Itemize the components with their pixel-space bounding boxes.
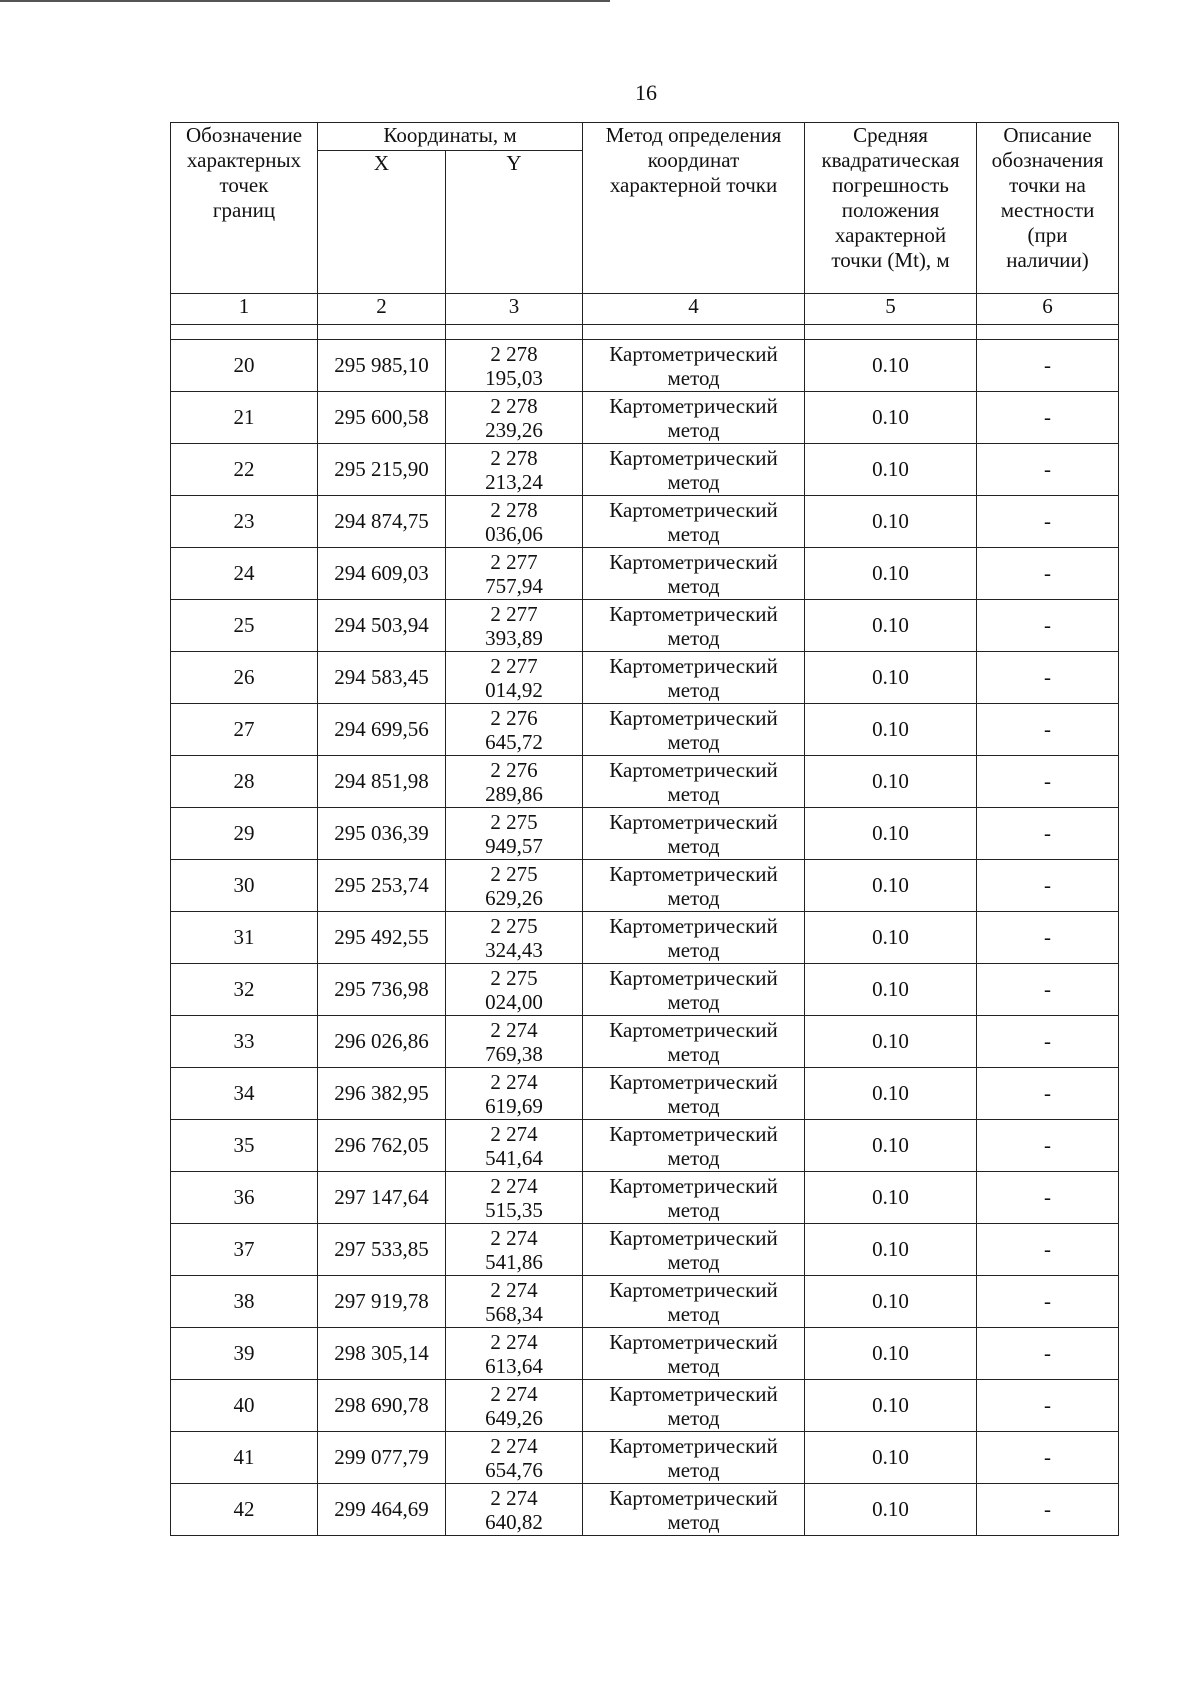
x-coordinate: 297 533,85: [318, 1224, 446, 1276]
table-row: [171, 1432, 1119, 1484]
point-id: 27: [171, 704, 318, 756]
error-value: 0.10: [805, 392, 977, 444]
description-cell: -: [977, 1380, 1119, 1432]
x-coordinate: 295 492,55: [318, 912, 446, 964]
description-cell: -: [977, 1172, 1119, 1224]
y-coordinate: 2 276 645,72: [446, 704, 583, 756]
table-row: [171, 912, 1119, 964]
table-row: [171, 548, 1119, 600]
x-coordinate: 298 305,14: [318, 1328, 446, 1380]
table-row: [171, 1484, 1119, 1536]
point-id: 42: [171, 1484, 318, 1536]
column-number: 3: [446, 294, 583, 325]
y-coordinate: 2 274 769,38: [446, 1016, 583, 1068]
y-coordinate: 2 278 036,06: [446, 496, 583, 548]
method-cell: Картометрический метод: [583, 548, 805, 600]
x-coordinate: 297 919,78: [318, 1276, 446, 1328]
point-id: 30: [171, 860, 318, 912]
description-cell: -: [977, 1224, 1119, 1276]
y-coordinate: 2 276 289,86: [446, 756, 583, 808]
point-id: 25: [171, 600, 318, 652]
column-number: 5: [805, 294, 977, 325]
error-value: 0.10: [805, 964, 977, 1016]
error-value: 0.10: [805, 912, 977, 964]
point-id: 33: [171, 1016, 318, 1068]
x-coordinate: 294 503,94: [318, 600, 446, 652]
method-cell: Картометрический метод: [583, 600, 805, 652]
column-number: 2: [318, 294, 446, 325]
description-cell: -: [977, 1276, 1119, 1328]
description-cell: -: [977, 1016, 1119, 1068]
y-coordinate: 2 277 393,89: [446, 600, 583, 652]
x-coordinate: 295 736,98: [318, 964, 446, 1016]
column-number: 6: [977, 294, 1119, 325]
method-cell: Картометрический метод: [583, 860, 805, 912]
point-id: 20: [171, 340, 318, 392]
description-cell: -: [977, 1328, 1119, 1380]
method-cell: Картометрический метод: [583, 1120, 805, 1172]
y-coordinate: 2 277 757,94: [446, 548, 583, 600]
y-coordinate: 2 274 613,64: [446, 1328, 583, 1380]
y-coordinate: 2 278 213,24: [446, 444, 583, 496]
x-coordinate: 295 600,58: [318, 392, 446, 444]
x-coordinate: 294 583,45: [318, 652, 446, 704]
page-number: 16: [635, 80, 657, 105]
description-cell: -: [977, 444, 1119, 496]
error-value: 0.10: [805, 652, 977, 704]
method-cell: Картометрический метод: [583, 1068, 805, 1120]
y-coordinate: 2 278 239,26: [446, 392, 583, 444]
method-cell: Картометрический метод: [583, 1328, 805, 1380]
description-cell: -: [977, 548, 1119, 600]
error-value: 0.10: [805, 600, 977, 652]
error-value: 0.10: [805, 1120, 977, 1172]
error-value: 0.10: [805, 756, 977, 808]
point-id: 29: [171, 808, 318, 860]
y-coordinate: 2 275 024,00: [446, 964, 583, 1016]
point-id: 34: [171, 1068, 318, 1120]
method-cell: Картометрический метод: [583, 1484, 805, 1536]
description-cell: -: [977, 652, 1119, 704]
point-id: 41: [171, 1432, 318, 1484]
method-cell: Картометрический метод: [583, 340, 805, 392]
error-value: 0.10: [805, 860, 977, 912]
method-cell: Картометрический метод: [583, 444, 805, 496]
description-cell: -: [977, 860, 1119, 912]
table-row: [171, 392, 1119, 444]
table-row: [171, 1016, 1119, 1068]
spacer-row: [171, 325, 1119, 340]
error-value: 0.10: [805, 1224, 977, 1276]
x-coordinate: 294 609,03: [318, 548, 446, 600]
y-coordinate: 2 277 014,92: [446, 652, 583, 704]
method-cell: Картометрический метод: [583, 1380, 805, 1432]
table-row: [171, 1172, 1119, 1224]
description-cell: -: [977, 1120, 1119, 1172]
x-coordinate: 295 036,39: [318, 808, 446, 860]
column-number-row: [171, 294, 1119, 325]
point-id: 21: [171, 392, 318, 444]
y-coordinate: 2 275 324,43: [446, 912, 583, 964]
header-x: X: [318, 151, 446, 294]
y-coordinate: 2 278 195,03: [446, 340, 583, 392]
x-coordinate: 294 874,75: [318, 496, 446, 548]
description-cell: -: [977, 808, 1119, 860]
point-id: 24: [171, 548, 318, 600]
x-coordinate: 296 026,86: [318, 1016, 446, 1068]
y-coordinate: 2 275 949,57: [446, 808, 583, 860]
y-coordinate: 2 275 629,26: [446, 860, 583, 912]
table-row: [171, 1328, 1119, 1380]
x-coordinate: 299 464,69: [318, 1484, 446, 1536]
point-id: 38: [171, 1276, 318, 1328]
x-coordinate: 296 382,95: [318, 1068, 446, 1120]
error-value: 0.10: [805, 704, 977, 756]
description-cell: -: [977, 756, 1119, 808]
table-row: [171, 808, 1119, 860]
x-coordinate: 297 147,64: [318, 1172, 446, 1224]
error-value: 0.10: [805, 1432, 977, 1484]
error-value: 0.10: [805, 496, 977, 548]
y-coordinate: 2 274 541,64: [446, 1120, 583, 1172]
method-cell: Картометрический метод: [583, 496, 805, 548]
error-value: 0.10: [805, 444, 977, 496]
description-cell: -: [977, 912, 1119, 964]
header-row: [171, 123, 1119, 151]
table-body: [171, 340, 1119, 1536]
method-cell: Картометрический метод: [583, 652, 805, 704]
point-id: 26: [171, 652, 318, 704]
method-cell: Картометрический метод: [583, 756, 805, 808]
x-coordinate: 295 253,74: [318, 860, 446, 912]
header-designation: Обозначение характерных точек границ: [171, 123, 318, 294]
description-cell: -: [977, 704, 1119, 756]
method-cell: Картометрический метод: [583, 1016, 805, 1068]
table-row: [171, 704, 1119, 756]
point-id: 23: [171, 496, 318, 548]
point-id: 35: [171, 1120, 318, 1172]
y-coordinate: 2 274 649,26: [446, 1380, 583, 1432]
y-coordinate: 2 274 619,69: [446, 1068, 583, 1120]
method-cell: Картометрический метод: [583, 1432, 805, 1484]
method-cell: Картометрический метод: [583, 392, 805, 444]
table-row: [171, 1120, 1119, 1172]
description-cell: -: [977, 392, 1119, 444]
x-coordinate: 294 699,56: [318, 704, 446, 756]
error-value: 0.10: [805, 1016, 977, 1068]
x-coordinate: 299 077,79: [318, 1432, 446, 1484]
table-row: [171, 444, 1119, 496]
y-coordinate: 2 274 568,34: [446, 1276, 583, 1328]
point-id: 22: [171, 444, 318, 496]
description-cell: -: [977, 964, 1119, 1016]
error-value: 0.10: [805, 1484, 977, 1536]
y-coordinate: 2 274 541,86: [446, 1224, 583, 1276]
table-row: [171, 1068, 1119, 1120]
error-value: 0.10: [805, 548, 977, 600]
method-cell: Картометрический метод: [583, 1172, 805, 1224]
error-value: 0.10: [805, 1172, 977, 1224]
table-row: [171, 1276, 1119, 1328]
method-cell: Картометрический метод: [583, 1276, 805, 1328]
error-value: 0.10: [805, 1068, 977, 1120]
table-row: [171, 340, 1119, 392]
column-number: 4: [583, 294, 805, 325]
error-value: 0.10: [805, 808, 977, 860]
point-id: 40: [171, 1380, 318, 1432]
x-coordinate: 298 690,78: [318, 1380, 446, 1432]
coordinates-table: [170, 122, 1119, 1536]
description-cell: -: [977, 340, 1119, 392]
y-coordinate: 2 274 654,76: [446, 1432, 583, 1484]
error-value: 0.10: [805, 1276, 977, 1328]
table-row: [171, 756, 1119, 808]
point-id: 31: [171, 912, 318, 964]
method-cell: Картометрический метод: [583, 912, 805, 964]
description-cell: -: [977, 1068, 1119, 1120]
header-error: Средняя квадратическая погрешность положения характерной точки (Mt), м: [805, 123, 977, 294]
method-cell: Картометрический метод: [583, 1224, 805, 1276]
point-id: 28: [171, 756, 318, 808]
error-value: 0.10: [805, 1328, 977, 1380]
description-cell: -: [977, 1432, 1119, 1484]
y-coordinate: 2 274 515,35: [446, 1172, 583, 1224]
table-row: [171, 1224, 1119, 1276]
table-row: [171, 860, 1119, 912]
description-cell: -: [977, 1484, 1119, 1536]
table-row: [171, 496, 1119, 548]
column-number: 1: [171, 294, 318, 325]
header-coordinates: Координаты, м: [318, 123, 583, 151]
y-coordinate: 2 274 640,82: [446, 1484, 583, 1536]
point-id: 36: [171, 1172, 318, 1224]
description-cell: -: [977, 600, 1119, 652]
error-value: 0.10: [805, 340, 977, 392]
description-cell: -: [977, 496, 1119, 548]
error-value: 0.10: [805, 1380, 977, 1432]
point-id: 37: [171, 1224, 318, 1276]
top-rule: [0, 0, 610, 2]
method-cell: Картометрический метод: [583, 704, 805, 756]
point-id: 39: [171, 1328, 318, 1380]
method-cell: Картометрический метод: [583, 964, 805, 1016]
table-row: [171, 652, 1119, 704]
x-coordinate: 294 851,98: [318, 756, 446, 808]
header-method: Метод определения координат характерной точки: [583, 123, 805, 294]
header-description: Описание обозначения точки на местности (при наличии): [977, 123, 1119, 294]
header-y: Y: [446, 151, 583, 294]
x-coordinate: 296 762,05: [318, 1120, 446, 1172]
x-coordinate: 295 215,90: [318, 444, 446, 496]
table-row: [171, 964, 1119, 1016]
method-cell: Картометрический метод: [583, 808, 805, 860]
x-coordinate: 295 985,10: [318, 340, 446, 392]
table-row: [171, 1380, 1119, 1432]
table-row: [171, 600, 1119, 652]
point-id: 32: [171, 964, 318, 1016]
